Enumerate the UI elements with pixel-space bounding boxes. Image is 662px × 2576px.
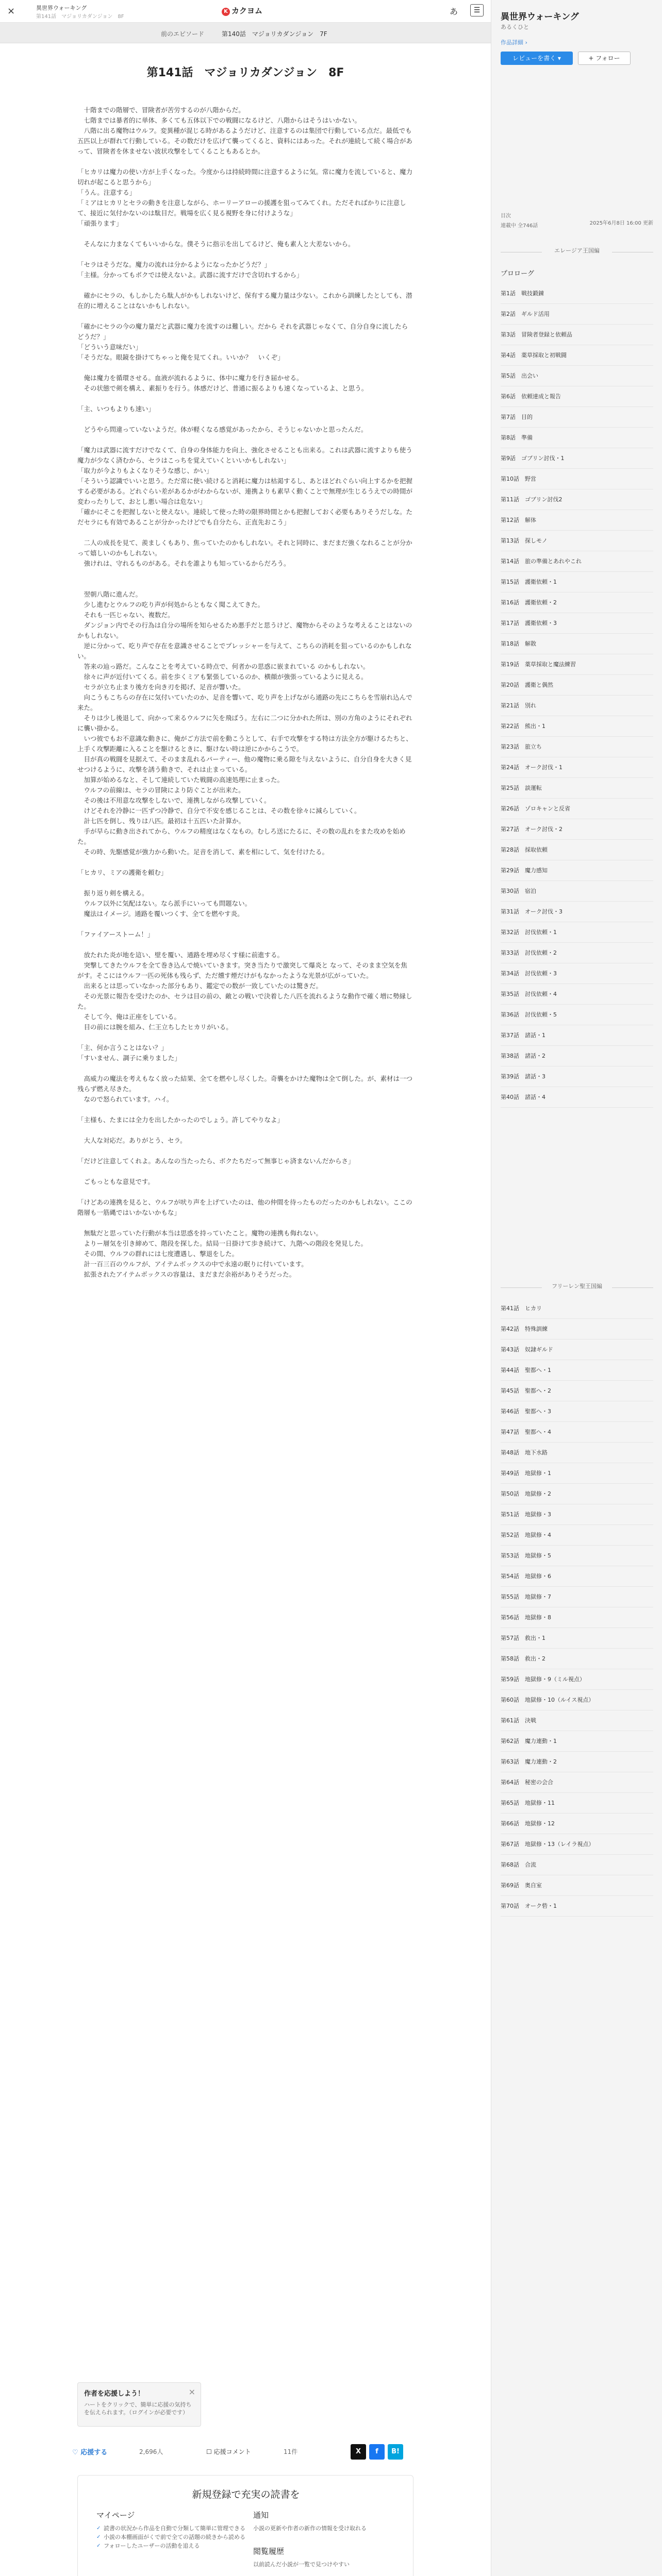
sidebar-episode-link[interactable]: 第66話 地獄修・12 [501, 1814, 653, 1834]
episode-list [501, 1298, 653, 1917]
comment-label: 応援コメント [213, 2448, 251, 2455]
sidebar-episode-link[interactable]: 第49話 地獄修・1 [501, 1463, 653, 1484]
paragraph: 「主、何か言うことはない？」 [77, 1044, 168, 1052]
paragraph: その状態で剣を構え、素振りを行う。体感だけど、普通に振るよりも速くなっているよ、と思う。 [77, 384, 368, 392]
paragraph: どうやら問違っていないようだ。体が軽くなる感覚があったから、そうじゃないかと思ったんだ。 [77, 426, 368, 433]
sidebar-episode-link[interactable]: 第20話 護衛と偶然 [501, 675, 653, 696]
sidebar-episode-link[interactable]: 第70話 オーク砦・1 [501, 1896, 653, 1917]
sidebar-author[interactable]: あるくひと [501, 24, 529, 30]
paragraph-spacer [77, 249, 413, 260]
history-title: 閲覧履歴 [253, 2547, 285, 2556]
logo-mark-icon: K [222, 8, 230, 16]
sidebar-episode-link[interactable]: 第47話 聖都へ・4 [501, 1422, 653, 1443]
episode-subtitle: 第141話 マジョリカダンジョン 8F [36, 14, 124, 20]
paragraph-spacer [77, 919, 413, 929]
paragraph-spacer [77, 1032, 413, 1043]
paragraph: 「ヒカリ、ミアの護衛を頼む」 [77, 869, 168, 876]
sidebar-episode-link[interactable]: 第28話 採取依頼 [501, 840, 653, 860]
sidebar-episode-link[interactable]: 第50話 地獄修・2 [501, 1484, 653, 1504]
paragraph: 向こうもこちらの存在に気付いていたのか、足音を響いて、吃り声を上げながら通路の先にこちらを雪崩れ込んで来た。 [77, 693, 412, 711]
sidebar-episode-link[interactable]: 第31話 オーク討伐・3 [501, 902, 653, 922]
sidebar-episode-link[interactable]: 第52話 地獄修・4 [501, 1525, 653, 1546]
heart-icon: ♡ [72, 2449, 78, 2456]
paragraph: 「主様。分かってもボクでは使えないよ。武器に流すだけで含切れするから」 [77, 271, 303, 279]
sidebar-episode-link[interactable]: 第56話 地獄修・8 [501, 1607, 653, 1628]
paragraph: 答来の辿っ路だ。こんなことを考えている時点で、何者かの思惑に嵌まれている のかもしれない。 [77, 663, 370, 670]
sidebar-episode-link[interactable]: 第54話 地獄修・6 [501, 1566, 653, 1587]
paragraph-spacer [77, 528, 413, 538]
support-popup [77, 2382, 201, 2427]
sidebar-episode-link[interactable]: 第34話 討伐依頼・3 [501, 963, 653, 984]
sidebar-episode-link[interactable]: 第41話 ヒカリ [501, 1298, 653, 1319]
sidebar-episode-link[interactable]: 第23話 旅立ち [501, 737, 653, 757]
paragraph: 魔法はイメージ。通路を覆いつくす、全てを燃やす炎。 [77, 910, 244, 918]
paragraph: 確かにセラの、もしかしたら駄人がかもしれないけど、保有する魔力量は少ない。これから訓練したとしても、潜在的に増えることはないかもしれない。 [77, 292, 412, 310]
paragraph-spacer [77, 414, 413, 425]
paragraph: 「魔力は武器に流すだけでなくて、自身の身体能力を向上、強化させることも出来る。これは武器に流すよりも使う魔力が少なく済むから、セラはこっちを覚えていくといいかもしれない」 [77, 446, 412, 464]
sidebar-episode-link[interactable]: 第9話 ゴブリン討伐・1 [501, 448, 653, 469]
paragraph-spacer [77, 1063, 413, 1074]
episode-list [501, 283, 653, 1108]
prologue-link[interactable]: プロローグ [501, 270, 535, 278]
sidebar-episode-link[interactable]: 第17話 護衛依頼・3 [501, 613, 653, 634]
mypage-item: ✓ フォローしたユーザーの活動を追える [96, 2542, 251, 2550]
share-hatena-icon[interactable]: B! [388, 2444, 403, 2460]
paragraph: 「そうだな。眼鏡を掛けてちゃっと俺を見てくれ。いいか？ いくぞ」 [77, 353, 284, 361]
episode-title: 第141話 マジョリカダンジョン 8F [146, 66, 344, 79]
sidebar-episode-link[interactable]: 第2話 ギルド活用 [501, 304, 653, 325]
paragraph: 逆に分かって、吃り声で存在を意識させることでプレッシャーを与えて、こちらの消耗を狙っているのかもしれない。 [77, 642, 412, 660]
sidebar-episode-link[interactable]: 第65話 地獄修・11 [501, 1793, 653, 1814]
sidebar-episode-link[interactable]: 第61話 決戦 [501, 1710, 653, 1731]
support-title: 作者を応援しよう！ [84, 2390, 145, 2398]
sidebar-episode-link[interactable]: 第27話 オーク討伐・2 [501, 819, 653, 840]
sidebar-episode-link[interactable]: 第59話 地獄修・9（ミル視点） [501, 1669, 653, 1690]
support-desc: ハートをクリックで、簡単に応援の気持ちを伝えられます。（ログインが必要です） [84, 2401, 192, 2416]
mypage-title: マイページ [96, 2511, 135, 2520]
sidebar-episode-link[interactable]: 第4話 薬草採取と初戦闘 [501, 345, 653, 366]
paragraph-spacer [77, 857, 413, 868]
paragraph: 手が早らに動き出されてから、ウルフの精度はなくなもの。むしろ送にたるに、その数の乱れをまた攻めを始めた。 [77, 827, 406, 845]
paragraph: 「確かにそこを把握しないと使えない。連続して使った時の限界時間とかも把握しておく必要もありそうだしな。ただセラにも有効であることが分かったけどでも自分たら、正直先おこう」 [77, 508, 413, 526]
site-logo-text: カクヨム [231, 6, 263, 15]
paragraph: なので怒られています。ハイ。 [77, 1095, 173, 1103]
chapter-heading: フリーレン聖王国編 [491, 1282, 662, 1293]
paragraph-spacer [77, 1218, 413, 1228]
paragraph: 「頑張ります」 [77, 219, 123, 227]
paragraph: 「ヒカリは魔力の使い方が上手くなった。今度からは持続時間に注意するように気。常に魔力を流していると、魔力切れが起こると思うから」 [77, 168, 413, 186]
paragraph: ダンジョン内でその行為は自分の場所を知らせるため悪手だと思うけど、魔物からそのような考えることはないのかもしれない。 [77, 621, 412, 639]
paragraph-spacer [77, 280, 413, 291]
sidebar-episode-link[interactable]: 第40話 諸話・4 [501, 1087, 653, 1108]
sidebar-episode-link[interactable]: 第13話 探しモノ [501, 531, 653, 551]
cheer-label: 応援する [80, 2449, 108, 2456]
sidebar-episode-link[interactable]: 第8話 準備 [501, 428, 653, 448]
paragraph: いつ彼でもお不意識な動きに、俺がご方法で前を動こうとして、右手で攻撃をする特は方法全方が駆けるたちと、上手く攻撃距離に入ることを駆けるときに、駆けない時は逆にかからこうで。 [77, 735, 412, 753]
paragraph-spacer [77, 1166, 413, 1177]
sidebar-work-title[interactable]: 異世界ウォーキング [501, 12, 579, 22]
paragraph: 「セラはそうだな。魔力の流れは分かるようになったかどうだ？」 [77, 261, 271, 268]
paragraph: 「ミアはヒカリとセラの動きを注意しながら、ホーリーアローの援護を狙ってみてくれ。ただそればかりに注意して、接近に気付かないのは駄目だ。戦場を広く見る視野を身に付けような」 [77, 199, 406, 217]
sidebar-episode-link[interactable]: 第51話 地獄修・3 [501, 1504, 653, 1525]
sidebar-episode-link[interactable]: 第10話 野営 [501, 469, 653, 489]
paragraph-spacer [77, 1125, 413, 1136]
paragraph: 「だけど注意してくれよ。あんなの当たったら、ボクたちだって無事じゃ済まないんだからさ」 [77, 1157, 355, 1165]
paragraph: 「取力が今よりもよくなりそうな感じ、かい」 [77, 467, 213, 474]
paragraph: 少し進むとウルフの吃り声が何処からともなく聞こえてきた。 [77, 601, 264, 608]
sidebar-episode-link[interactable]: 第7話 目的 [501, 407, 653, 428]
paragraph: それも一匹じゃない、複数だ。 [77, 611, 174, 619]
share-facebook-icon[interactable]: f [369, 2444, 385, 2460]
episode-nav [0, 23, 491, 43]
work-detail-link[interactable]: 作品詳細 › [501, 39, 527, 46]
notice-title: 通知 [253, 2511, 269, 2520]
sidebar-episode-link[interactable]: 第1話 戦技鍛錬 [501, 283, 653, 304]
paragraph: 「主、いつもよりも速い」 [77, 405, 155, 413]
review-button[interactable]: レビューを書く ▾ [501, 52, 573, 65]
register-headline: 新規登録で充実の読書を [192, 2489, 300, 2500]
paragraph: 高威力の魔法を考えもなく放った結果、全てを燃やし尽くした。奇襲をかけた魔物は全て倒した。が、素材は一つ残らず燃え尽きた。 [77, 1075, 413, 1093]
paragraph: 「すいません、調子に乗りました」 [77, 1054, 181, 1062]
paragraph: 加算が始めるなと、そして連続していた戦闘の高速処理に止まった。 [77, 776, 284, 784]
work-title-link[interactable]: 異世界ウォーキング [36, 5, 87, 11]
paragraph: 大人な対応だ。ありがとう、セラ。 [77, 1137, 187, 1144]
paragraph-spacer [77, 569, 413, 579]
chapter-heading: エレージア王国編 [491, 246, 662, 258]
paragraph-spacer [77, 229, 413, 239]
sidebar-episode-link[interactable]: 第60話 地獄修・10（ルイス視点） [501, 1690, 653, 1710]
cheer-count[interactable]: 2,696人 [139, 2448, 163, 2455]
close-icon[interactable]: × [7, 6, 15, 16]
menu-icon[interactable]: ☰ [470, 4, 484, 16]
sidebar-episode-link[interactable]: 第30話 宿泊 [501, 881, 653, 902]
toc-info [501, 211, 653, 229]
sidebar [491, 0, 662, 2576]
paragraph: よりー層気を引き締めて、階段を探した。結局一日掛けて歩き続けて、九階への階段を発見した。 [77, 1240, 368, 1247]
sidebar-episode-link[interactable]: 第45話 聖都へ・2 [501, 1381, 653, 1401]
sidebar-episode-link[interactable]: 第58話 救出・2 [501, 1649, 653, 1669]
paragraph-spacer [77, 1187, 413, 1197]
comment-button[interactable] [206, 2447, 251, 2456]
paragraph-spacer [77, 363, 413, 373]
sidebar-episode-link[interactable]: 第29話 魔力感知 [501, 860, 653, 881]
sidebar-episode-link[interactable]: 第12話 解体 [501, 510, 653, 531]
paragraph: 強けれは、守れるものがある。それを誰よりも知っているからだろう。 [77, 560, 290, 567]
history-text: 以前読んだ小説が一覧で見つけやすい [253, 2561, 350, 2568]
sidebar-episode-link[interactable]: 第5話 出会い [501, 366, 653, 386]
sidebar-episode-link[interactable]: 第32話 討伐依頼・1 [501, 922, 653, 943]
comment-icon: ☐ [206, 2448, 212, 2455]
paragraph: そして今、俺は正座をしている。 [77, 1013, 181, 1021]
paragraph: 「確かにセラの今の魔力量だと武器に魔力を流すのは難しい。だから それを武器じゃなくて、自分自身に流したらどうだ？」 [77, 323, 408, 341]
sidebar-episode-link[interactable]: 第21話 別れ [501, 696, 653, 716]
sidebar-episode-link[interactable]: 第15話 護衛依頼・1 [501, 572, 653, 592]
sidebar-episode-link[interactable]: 第44話 聖都へ・1 [501, 1360, 653, 1381]
share-x-icon[interactable]: X [351, 2444, 366, 2460]
sidebar-episode-link[interactable]: 第19話 薬草採取と魔法練習 [501, 654, 653, 675]
sidebar-episode-link[interactable]: 第63話 魔力連動・2 [501, 1752, 653, 1772]
sidebar-episode-link[interactable]: 第22話 熊出・1 [501, 716, 653, 737]
paragraph: 突撃してきたウルフを全て巻き込んで焼いていきます。突き当たりで激突して爆炎と なって、そのまま空気を焦がす。そこにはウルフ一匹の死体も残らず、ただ燻す煙だけがもなかったような光景が広がっていた。 [77, 961, 407, 979]
paragraph: 八階に出る魔物はウルフ。変異種が混じる時があるようだけど、注意するのは集団で行動している点だ。最低でも五匹以上が群れて行動している。その数だけを広げて襲ってくると、資料にはあった。それが連続して続く場合があって、冒険者を休ませない波状攻撃をしてくることもあるとか。 [77, 127, 412, 155]
paragraph: 翌朝八階に進んだ。 [77, 590, 142, 598]
top-bar [0, 0, 491, 23]
paragraph: 振り返り剣を構える。 [77, 889, 148, 897]
paragraph: 徐々に声が近付いてくる。前を歩くミアも緊張しているのか、横顔が強張っているように見える。 [77, 673, 368, 681]
paragraph: セラが立ち止まり後方を向き刃を掲げ、足音が響いた。 [77, 683, 245, 691]
paragraph: 放たれた炎が地を這い、壁を覆い、通路を埋め尽くす様に前進する。 [77, 951, 284, 959]
mypage-item: ✓ 読書の状況から作品を自動で分類して簡単に管理できる [96, 2524, 251, 2532]
paragraph-spacer [77, 940, 413, 950]
sidebar-episode-link[interactable]: 第62話 魔力連動・1 [501, 1731, 653, 1752]
paragraph: その間、ウルフの群れには七度遭遇し、撃退をした。 [77, 1250, 239, 1258]
comment-count[interactable]: 11件 [284, 2448, 298, 2455]
paragraph: そりは少し後退して、向かって来るウルフに矢を飛ばう。左右に二つに分かれた所は、別の方角のようにそれぞれに襲い掛かる。 [77, 714, 412, 732]
sidebar-episode-link[interactable]: 第55話 地獄修・7 [501, 1587, 653, 1607]
paragraph-spacer [77, 878, 413, 888]
episode-body [77, 105, 413, 1280]
paragraph: その光景に報告を受けたのか、セラは目の前の、敵との戦いで決着した八匹を流れるような動作で確く増に勢縁した。 [77, 992, 412, 1010]
paragraph: 七階までは暴者的に単体、多くても五体以下での戦闘になるけど、八階からはそうはいかない。 [77, 116, 361, 124]
paragraph: 計七匹を倒し、残りは八匹。最初は十五匹いた計算か。 [77, 817, 245, 825]
sidebar-episode-link[interactable]: 第14話 旅の準備とあれやこれ [501, 551, 653, 572]
sidebar-episode-link[interactable]: 第3話 冒険者登録と依頼品 [501, 325, 653, 345]
paragraph: 「どういう意味だい」 [77, 343, 142, 351]
episode-count: 連載中 全746話 [501, 223, 538, 229]
episode-content [0, 43, 491, 2576]
prev-episode-link[interactable]: 前のエピソード [161, 30, 205, 38]
sidebar-episode-link[interactable]: 第68話 合流 [501, 1855, 653, 1875]
paragraph: 「ファイアーストーム！」 [77, 930, 154, 938]
paragraph: その時、先駆感覚が強力から動いた。足音を消して、素を相にして、気を付けたる。 [77, 848, 329, 856]
action-bar [72, 2444, 418, 2460]
paragraph: けどそれを冷静に一匹ずつ冷静で、自分で不安を感じることは、その数を徐々に減らしていく。 [77, 807, 361, 815]
sidebar-episode-link[interactable]: 第37話 諸話・1 [501, 1025, 653, 1046]
paragraph: ウルフ以外に気配はない。なら派手にいっても問題ない。 [77, 900, 252, 907]
sidebar-episode-link[interactable]: 第16話 護衛依頼・2 [501, 592, 653, 613]
font-settings-icon[interactable]: あ [450, 7, 458, 16]
paragraph: 俺は魔力を循環させる。血液が流れるように、体中に魔力を行き届かせる。 [77, 374, 303, 382]
sidebar-episode-link[interactable]: 第42話 特殊訓練 [501, 1319, 653, 1340]
updated-date: 2025年6月8日 16:00 更新 [589, 221, 653, 226]
paragraph: 「うん。注意する」 [77, 189, 136, 196]
paragraph-spacer [77, 579, 413, 589]
sidebar-episode-link[interactable]: 第18話 解散 [501, 634, 653, 654]
sidebar-episode-link[interactable]: 第53話 地獄修・5 [501, 1546, 653, 1566]
paragraph: その後は不用意な攻撃をしないで、連携しながら攻撃していく。 [77, 796, 271, 804]
paragraph: 目の前には腕を組み、仁王立ちしたヒカリがいる。 [77, 1023, 233, 1031]
register-promo [77, 2475, 413, 2576]
sidebar-episode-link[interactable]: 第38話 諸話・2 [501, 1046, 653, 1066]
close-icon[interactable]: × [188, 2387, 195, 2397]
sidebar-episode-link[interactable]: 第43話 奴隷ギルド [501, 1340, 653, 1360]
notice-column [253, 2510, 408, 2568]
sidebar-episode-link[interactable]: 第39話 諸話・3 [501, 1066, 653, 1087]
paragraph: 「主様も、たまには全力を出したかったのでしょう。許してやりなよ」 [77, 1116, 284, 1124]
paragraph-spacer [77, 157, 413, 167]
follow-button[interactable]: + フォロー [578, 52, 631, 65]
paragraph: 「そういう認識でいいと思う。ただ常に使い続けると消耗に魔力は枯渇するし、あとほどれぐらい向上するかを把握する必要がある。どれぐらい差があるかがわからないが、連携よりも素早く動くことで無理が生じるうえでの時間が変わったりして、おとし悪い場合は危ない」 [77, 477, 413, 505]
paragraph: ごもっともな意見です。 [77, 1178, 155, 1185]
sidebar-episode-link[interactable]: 第11話 ゴブリン討伐2 [501, 489, 653, 510]
sidebar-episode-link[interactable]: 第36話 討伐依頼・5 [501, 1005, 653, 1025]
paragraph-spacer [77, 311, 413, 321]
mypage-column [96, 2510, 251, 2551]
sidebar-episode-link[interactable]: 第48話 地下水路 [501, 1443, 653, 1463]
paragraph: ウルフの前線は、セラの冒険により防ぐことが出来た。 [77, 786, 245, 794]
paragraph: 「けどあの連携を見ると、ウルフが吠り声を上げていたのは、他の仲間を待ったものだったのかもしれない。ここの階層も一筋縄ではいかないかもな」 [77, 1198, 412, 1216]
paragraph: そんなに力まなくてもいいからな。僕そうに指示を出してるけど、俺も素人と大差ないから。 [77, 240, 355, 248]
sidebar-episode-link[interactable]: 第26話 ゾロキャンと反省 [501, 799, 653, 819]
paragraph: 二人の成長を見て、羨ましくもあり、焦っていたのかもしれない。それと同時に、まだまだ強くなれることが分かって嬉しいのかもしれない。 [77, 539, 412, 557]
paragraph: 目が真の戦闘を見据えて、そのまま乱れるパーティー、他の魔物に乗る隙を与えないように、自分自身を大きく見せつけるように、攻撃を誘う動きで、それは止まっている。 [77, 755, 412, 773]
sidebar-episode-link[interactable]: 第69話 奥自室 [501, 1875, 653, 1896]
sidebar-episode-link[interactable]: 第24話 オーク討伐・1 [501, 757, 653, 778]
paragraph-spacer [77, 394, 413, 404]
sidebar-episode-link[interactable]: 第46話 聖都へ・3 [501, 1401, 653, 1422]
sidebar-episode-link[interactable]: 第57話 救出・1 [501, 1628, 653, 1649]
cheer-button[interactable] [72, 2447, 107, 2456]
paragraph: 無駄だと思っていた行動が本当は思惑を持っていたこと。魔物の連携も侮れない。 [77, 1229, 323, 1237]
sidebar-episode-link[interactable]: 第64話 秘密の会合 [501, 1772, 653, 1793]
notice-text: 小説の更新や作者の新作の情報を受け取れる [253, 2525, 367, 2532]
paragraph-spacer [77, 435, 413, 445]
toc-label: 目次 [501, 213, 511, 219]
paragraph-spacer [77, 1146, 413, 1156]
current-episode-label[interactable]: 第140話 マジョリカダンジョン 7F [222, 30, 327, 38]
sidebar-episode-link[interactable]: 第6話 依頼達成と報告 [501, 386, 653, 407]
sidebar-episode-link[interactable]: 第25話 談運転 [501, 778, 653, 799]
sidebar-episode-link[interactable]: 第67話 地獄修・13（レイラ視点） [501, 1834, 653, 1855]
mypage-item: ✓ 小説の本棚画面がくで前で全ての話題の続きから読める [96, 2533, 251, 2541]
site-logo[interactable] [222, 5, 262, 16]
sidebar-episode-link[interactable]: 第33話 討伐依頼・2 [501, 943, 653, 963]
paragraph-spacer [77, 1105, 413, 1115]
paragraph: 出来るとは思っていなかった部分もあり、鑑定での数が一致していたのは驚きだ。 [77, 982, 323, 990]
paragraph: 十階までの階層で、冒険者が苦労するのが八階からだ。 [77, 106, 245, 114]
paragraph: 計一百三百のウルフが、アイテムボックスの中で永遠の眠りに付いています。 [77, 1260, 308, 1268]
sidebar-episode-link[interactable]: 第35話 討伐依頼・4 [501, 984, 653, 1005]
paragraph: 拡張されたアイテムボックスの容量は、まだまだ余裕がありそうだった。 [77, 1270, 296, 1278]
